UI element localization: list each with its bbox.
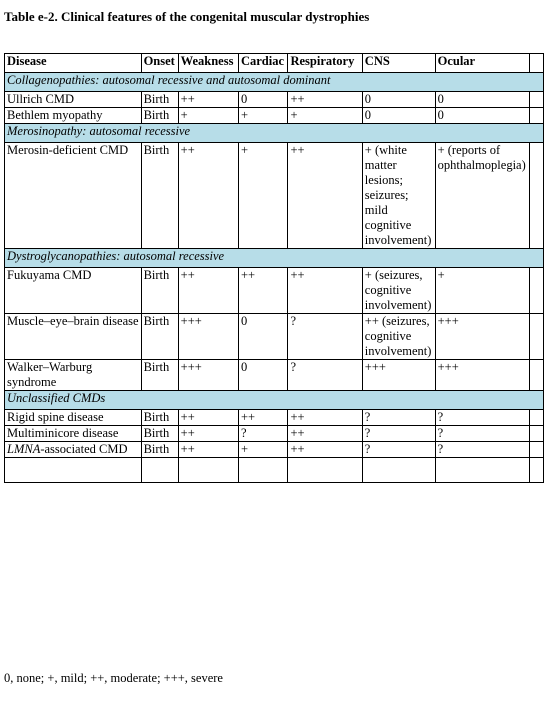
empty-cell — [362, 458, 435, 483]
cell-respiratory: ++ — [288, 426, 362, 442]
disease-suffix: -associated CMD — [40, 442, 128, 456]
cell-onset: Birth — [141, 426, 178, 442]
cell-cns: 0 — [362, 92, 435, 108]
empty-cell — [238, 458, 288, 483]
table-row — [5, 442, 544, 458]
cell-weakness: ++ — [178, 268, 238, 314]
cell-weakness: ++ — [178, 426, 238, 442]
table-row — [5, 268, 544, 314]
table-row — [5, 314, 544, 360]
cell-extra — [530, 426, 544, 442]
cell-ocular: +++ — [435, 360, 530, 391]
cell-disease: Fukuyama CMD — [5, 268, 142, 314]
empty-cell — [5, 458, 142, 483]
header-onset: Onset — [141, 54, 178, 73]
empty-cell — [530, 458, 544, 483]
cell-onset: Birth — [141, 92, 178, 108]
cell-disease: Walker–Warburg syndrome — [5, 360, 142, 391]
cell-extra — [530, 314, 544, 360]
header-disease: Disease — [5, 54, 142, 73]
cell-onset: Birth — [141, 314, 178, 360]
cell-ocular: ? — [435, 410, 530, 426]
cell-cns: + (seizures, cognitive involvement) — [362, 268, 435, 314]
cell-onset: Birth — [141, 360, 178, 391]
empty-cell — [178, 458, 238, 483]
table-row — [5, 108, 544, 124]
cell-cns: ? — [362, 442, 435, 458]
cell-disease: Bethlem myopathy — [5, 108, 142, 124]
cell-weakness: ++ — [178, 442, 238, 458]
cell-respiratory: ++ — [288, 268, 362, 314]
cell-weakness: +++ — [178, 314, 238, 360]
cell-onset: Birth — [141, 410, 178, 426]
header-ocular: Ocular — [435, 54, 530, 73]
cell-weakness: ++ — [178, 143, 238, 249]
empty-cell — [435, 458, 530, 483]
header-cardiac: Cardiac — [238, 54, 288, 73]
section-label: Unclassified CMDs — [5, 391, 544, 410]
cell-ocular: ? — [435, 442, 530, 458]
cell-weakness: +++ — [178, 360, 238, 391]
gene-name-italic: LMNA — [7, 442, 41, 456]
header-weakness: Weakness — [178, 54, 238, 73]
cell-cardiac: + — [238, 108, 288, 124]
cell-extra — [530, 410, 544, 426]
cell-disease: Multiminicore disease — [5, 426, 142, 442]
cell-cardiac: 0 — [238, 360, 288, 391]
cell-respiratory: ++ — [288, 143, 362, 249]
section-label: Collagenopathies: autosomal recessive and autosomal dominant — [5, 73, 544, 92]
cell-extra — [530, 360, 544, 391]
table-row — [5, 410, 544, 426]
cell-ocular: + (reports of ophthalmoplegia) — [435, 143, 530, 249]
cell-respiratory: ? — [288, 314, 362, 360]
cell-extra — [530, 442, 544, 458]
cell-cns: + (white matter lesions; seizures; mild cognitive involvement) — [362, 143, 435, 249]
cell-respiratory: ++ — [288, 410, 362, 426]
cell-cardiac: ? — [238, 426, 288, 442]
cell-respiratory: + — [288, 108, 362, 124]
section-header-row — [5, 391, 544, 410]
header-respiratory: Respiratory — [288, 54, 362, 73]
cell-extra — [530, 108, 544, 124]
clinical-features-table — [4, 53, 544, 483]
cell-cns: +++ — [362, 360, 435, 391]
cell-cns: ? — [362, 426, 435, 442]
cell-disease — [5, 442, 142, 458]
cell-disease: Rigid spine disease — [5, 410, 142, 426]
header-cns: CNS — [362, 54, 435, 73]
table-row — [5, 360, 544, 391]
cell-cardiac: ++ — [238, 410, 288, 426]
cell-weakness: + — [178, 108, 238, 124]
header-extra — [530, 54, 544, 73]
cell-cns: ? — [362, 410, 435, 426]
cell-cardiac: + — [238, 143, 288, 249]
cell-cardiac: 0 — [238, 92, 288, 108]
table-row — [5, 426, 544, 442]
table-row — [5, 92, 544, 108]
cell-respiratory: ++ — [288, 92, 362, 108]
cell-onset: Birth — [141, 143, 178, 249]
cell-cns: ++ (seizures, cognitive involvement) — [362, 314, 435, 360]
cell-respiratory: ++ — [288, 442, 362, 458]
cell-weakness: ++ — [178, 410, 238, 426]
cell-respiratory: ? — [288, 360, 362, 391]
cell-weakness: ++ — [178, 92, 238, 108]
cell-extra — [530, 143, 544, 249]
cell-cardiac: + — [238, 442, 288, 458]
section-header-row — [5, 124, 544, 143]
cell-onset: Birth — [141, 442, 178, 458]
table-footnote: 0, none; +, mild; ++, moderate; +++, severe — [4, 671, 223, 685]
empty-row — [5, 458, 544, 483]
section-header-row — [5, 249, 544, 268]
cell-ocular: 0 — [435, 108, 530, 124]
table-title: Table e-2. Clinical features of the congenital muscular dystrophies — [4, 9, 370, 24]
empty-cell — [288, 458, 362, 483]
cell-disease: Muscle–eye–brain disease — [5, 314, 142, 360]
section-header-row — [5, 73, 544, 92]
cell-onset: Birth — [141, 268, 178, 314]
cell-extra — [530, 92, 544, 108]
cell-ocular: +++ — [435, 314, 530, 360]
table-row — [5, 143, 544, 249]
table-header-row — [5, 54, 544, 73]
cell-ocular: ? — [435, 426, 530, 442]
cell-disease: Merosin-deficient CMD — [5, 143, 142, 249]
cell-disease: Ullrich CMD — [5, 92, 142, 108]
cell-onset: Birth — [141, 108, 178, 124]
cell-cns: 0 — [362, 108, 435, 124]
cell-ocular: 0 — [435, 92, 530, 108]
section-label: Dystroglycanopathies: autosomal recessive — [5, 249, 544, 268]
cell-cardiac: 0 — [238, 314, 288, 360]
section-label: Merosinopathy: autosomal recessive — [5, 124, 544, 143]
cell-extra — [530, 268, 544, 314]
cell-ocular: + — [435, 268, 530, 314]
cell-cardiac: ++ — [238, 268, 288, 314]
empty-cell — [141, 458, 178, 483]
